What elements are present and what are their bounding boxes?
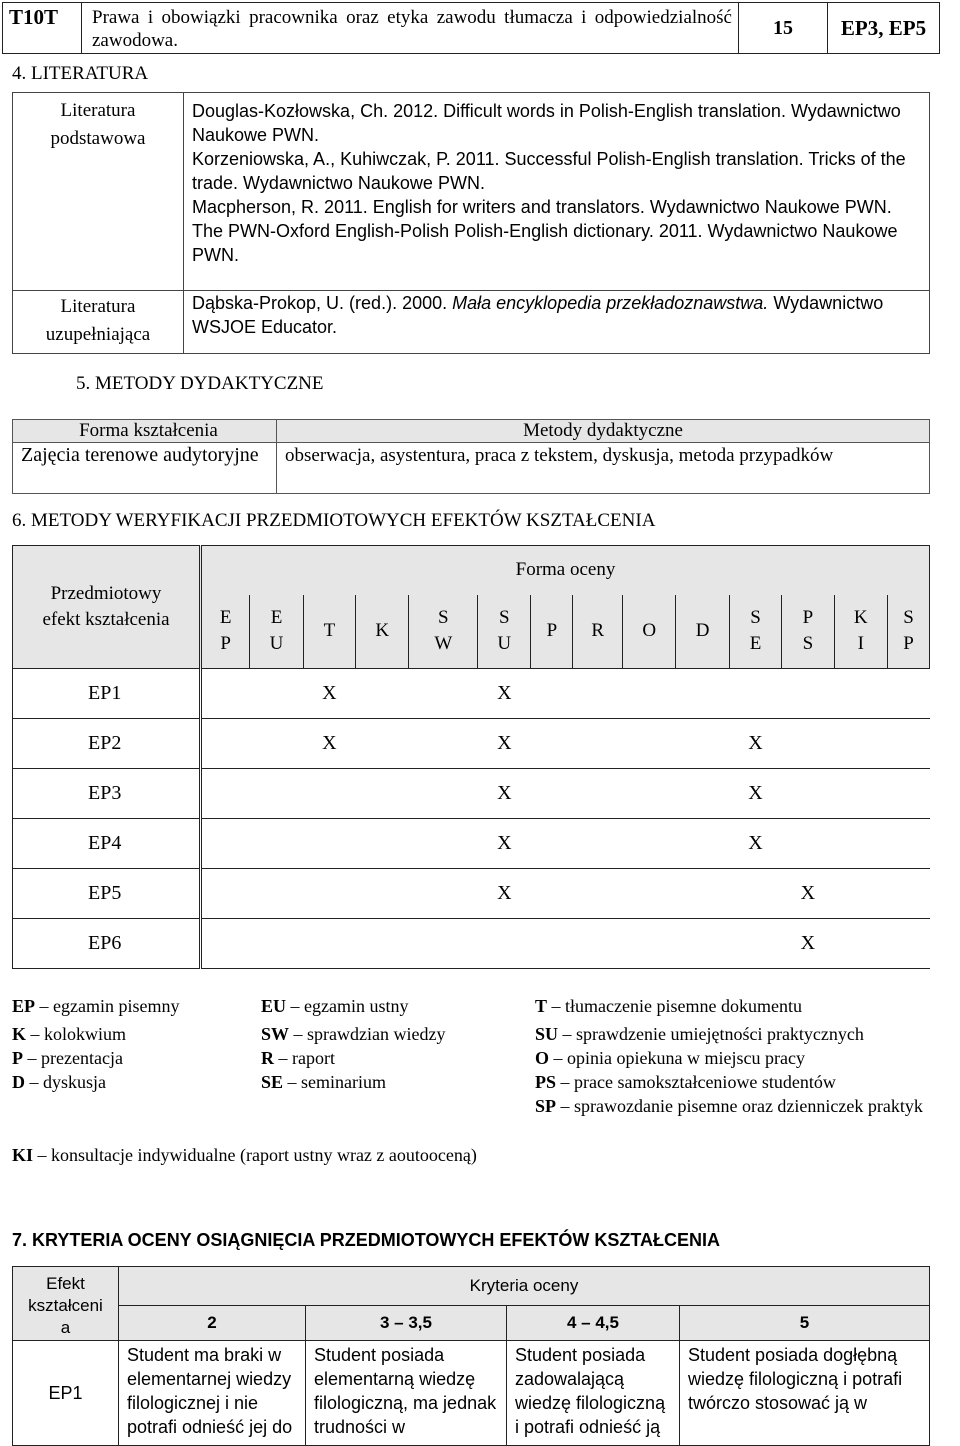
assessment-mark — [623, 669, 676, 719]
criteria-table — [12, 1266, 930, 1446]
assessment-mark — [531, 919, 573, 969]
assessment-mark — [409, 719, 478, 769]
grade-2: 2 — [119, 1306, 306, 1341]
supplementary-literature-label: Literatura uzupełniająca — [13, 291, 184, 354]
course-code: T10T — [3, 3, 82, 54]
assessment-mark — [201, 669, 250, 719]
assessment-mark — [676, 869, 729, 919]
assessment-mark — [887, 869, 929, 919]
assessment-mark: X — [729, 719, 781, 769]
assessment-mark — [676, 819, 729, 869]
assessment-mark — [409, 669, 478, 719]
assessment-code: D — [676, 595, 729, 669]
teaching-form: Zajęcia terenowe audytoryjne — [13, 443, 277, 494]
assessment-code: R — [573, 595, 623, 669]
assessment-mark — [676, 669, 729, 719]
effects-code: EP3, EP5 — [828, 3, 940, 54]
assessment-mark — [623, 769, 676, 819]
assessment-code: P — [531, 595, 573, 669]
assessment-mark — [782, 819, 834, 869]
assessment-mark — [887, 769, 929, 819]
assessment-mark — [623, 869, 676, 919]
assessment-mark — [478, 919, 531, 969]
assessment-mark — [356, 769, 409, 819]
assessment-code: S W — [409, 595, 478, 669]
assessment-mark — [356, 819, 409, 869]
legend-item: EP – egzamin pisemny — [12, 996, 180, 1016]
assessment-mark — [834, 769, 887, 819]
assessment-mark — [303, 869, 355, 919]
legend-item: SU – sprawdzenie umiejętności praktycznych — [535, 1024, 864, 1044]
assessment-mark — [573, 669, 623, 719]
assessment-mark — [676, 719, 729, 769]
assessment-mark — [834, 819, 887, 869]
legend-item: D – dyskusja — [12, 1072, 106, 1092]
assessment-form-header: Forma oceny — [201, 546, 930, 595]
assessment-code: E U — [250, 595, 303, 669]
assessment-mark — [250, 769, 303, 819]
literature-item: Korzeniowska, A., Kuhiwczak, P. 2011. Successful Polish-English translation. Tricks of the trade. Wydawnictwo Naukowe PWN. — [192, 149, 906, 193]
criteria-text-5: Student posiada dogłębną wiedzę filologiczną i potrafi twórczo stosować ją w — [680, 1341, 930, 1446]
assessment-mark — [250, 919, 303, 969]
assessment-mark — [834, 669, 887, 719]
assessment-mark — [201, 769, 250, 819]
assessment-mark: X — [303, 669, 355, 719]
assessment-mark — [887, 669, 929, 719]
effect-code: EP2 — [13, 719, 201, 769]
assessment-mark — [356, 919, 409, 969]
criteria-text-3: Student posiada elementarną wiedzę filologiczną, ma jednak trudności w — [306, 1341, 507, 1446]
assessment-mark — [573, 769, 623, 819]
assessment-mark — [573, 869, 623, 919]
verification-table — [12, 545, 930, 969]
grade-5: 5 — [680, 1306, 930, 1341]
assessment-mark — [250, 869, 303, 919]
assessment-mark — [782, 719, 834, 769]
assessment-mark — [531, 819, 573, 869]
header-table — [2, 2, 940, 54]
assessment-mark: X — [478, 719, 531, 769]
legend-item: P – prezentacja — [12, 1048, 123, 1068]
effect-header: Efekt kształceni a — [13, 1267, 119, 1341]
verification-heading: 6. METODY WERYFIKACJI PRZEDMIOTOWYCH EFEKTÓW KSZTAŁCENIA — [12, 510, 656, 531]
assessment-mark — [531, 869, 573, 919]
effect-code: EP5 — [13, 869, 201, 919]
assessment-mark — [250, 669, 303, 719]
assessment-mark — [887, 819, 929, 869]
effect-column-header: Przedmiotowy efekt kształcenia — [13, 546, 201, 669]
criteria-text-4: Student posiada zadowalającą wiedzę filologiczną i potrafi odnieść ją — [507, 1341, 680, 1446]
verification-row — [13, 919, 930, 969]
assessment-mark — [356, 869, 409, 919]
verification-row — [13, 819, 930, 869]
assessment-code: S P — [887, 595, 929, 669]
assessment-mark: X — [303, 719, 355, 769]
legend-column-2 — [261, 994, 521, 1094]
verification-row — [13, 719, 930, 769]
grade-4: 4 – 4,5 — [507, 1306, 680, 1341]
assessment-mark — [782, 669, 834, 719]
assessment-code: S U — [478, 595, 531, 669]
assessment-mark: X — [478, 769, 531, 819]
assessment-mark — [356, 669, 409, 719]
effect-code: EP6 — [13, 919, 201, 969]
assessment-mark — [729, 869, 781, 919]
assessment-mark — [887, 919, 929, 969]
basic-literature-list — [184, 93, 930, 291]
assessment-mark: X — [782, 869, 834, 919]
assessment-mark — [623, 919, 676, 969]
verification-row — [13, 769, 930, 819]
effect-code: EP4 — [13, 819, 201, 869]
assessment-code: O — [623, 595, 676, 669]
criteria-heading: 7. KRYTERIA OCENY OSIĄGNIĘCIA PRZEDMIOTOWYCH EFEKTÓW KSZTAŁCENIA — [12, 1230, 721, 1250]
assessment-mark: X — [478, 869, 531, 919]
legend-item: K – kolokwium — [12, 1024, 127, 1044]
criteria-header: Kryteria oceny — [119, 1267, 930, 1306]
book-title: Mała encyklopedia przekładoznawstwa. — [452, 293, 769, 313]
legend-item: SW – sprawdzian wiedzy — [261, 1024, 446, 1044]
assessment-mark: X — [782, 919, 834, 969]
assessment-mark — [531, 669, 573, 719]
legend-item: T – tłumaczenie pisemne dokumentu — [535, 996, 802, 1016]
methods-table — [12, 419, 930, 494]
assessment-mark: X — [478, 819, 531, 869]
assessment-mark — [303, 769, 355, 819]
assessment-mark — [303, 919, 355, 969]
assessment-mark — [834, 919, 887, 969]
literature-item: Douglas-Kozłowska, Ch. 2012. Difficult words in Polish-English translation. Wydawnictwo Naukowe PWN. — [192, 101, 901, 145]
literature-table — [12, 92, 930, 354]
legend-item: PS – prace samokształceniowe studentów — [535, 1072, 836, 1092]
assessment-code: P S — [782, 595, 834, 669]
assessment-mark — [250, 819, 303, 869]
assessment-mark — [834, 869, 887, 919]
legend-item: R – raport — [261, 1048, 335, 1068]
assessment-mark — [834, 719, 887, 769]
legend-item: O – opinia opiekuna w miejscu pracy — [535, 1048, 805, 1068]
assessment-code: S E — [729, 595, 781, 669]
legend-column-3 — [535, 994, 935, 1118]
assessment-mark — [623, 819, 676, 869]
assessment-mark — [409, 869, 478, 919]
form-column-header: Forma kształcenia — [13, 420, 277, 443]
assessment-mark — [409, 819, 478, 869]
legend-item: EU – egzamin ustny — [261, 996, 409, 1016]
assessment-mark — [676, 769, 729, 819]
assessment-mark — [201, 819, 250, 869]
effect-code: EP3 — [13, 769, 201, 819]
criteria-effect: EP1 — [13, 1341, 119, 1446]
assessment-mark — [409, 919, 478, 969]
assessment-code: K I — [834, 595, 887, 669]
assessment-mark — [782, 769, 834, 819]
legend-item: SP – sprawozdanie pisemne oraz dzienniczek praktyk — [535, 1096, 923, 1116]
assessment-mark — [250, 719, 303, 769]
effect-code: EP1 — [13, 669, 201, 719]
assessment-mark: X — [729, 769, 781, 819]
assessment-mark — [729, 669, 781, 719]
assessment-mark — [201, 869, 250, 919]
assessment-mark — [887, 719, 929, 769]
assessment-mark — [356, 719, 409, 769]
literature-item: Dąbska-Prokop, U. (red.). 2000. Mała encyklopedia przekładoznawstwa. Wydawnictwo WSJOE Educator. — [192, 293, 884, 337]
legend-ki: KI – konsultacje indywidualne (raport ustny wraz z aoutooceną) — [12, 1145, 477, 1165]
verification-row — [13, 669, 930, 719]
assessment-mark — [409, 769, 478, 819]
assessment-mark — [531, 719, 573, 769]
assessment-mark — [623, 719, 676, 769]
assessment-code: T — [303, 595, 355, 669]
assessment-mark: X — [729, 819, 781, 869]
basic-literature-label: Literatura podstawowa — [13, 93, 184, 291]
verification-row — [13, 869, 930, 919]
assessment-mark — [201, 919, 250, 969]
assessment-mark — [573, 719, 623, 769]
grade-3: 3 – 3,5 — [306, 1306, 507, 1341]
literature-heading: 4. LITERATURA — [12, 63, 149, 84]
literature-item: Macpherson, R. 2011. English for writers and translators. Wydawnictwo Naukowe PWN. — [192, 197, 892, 217]
legend-column-1 — [12, 994, 252, 1094]
assessment-mark: X — [478, 669, 531, 719]
legend-item: SE – seminarium — [261, 1072, 387, 1092]
methods-column-header: Metody dydaktyczne — [277, 420, 930, 443]
teaching-methods: obserwacja, asystentura, praca z tekstem, dyskusja, metoda przypadków — [277, 443, 930, 494]
assessment-mark — [573, 919, 623, 969]
methods-heading: 5. METODY DYDAKTYCZNE — [76, 373, 324, 394]
course-topic: Prawa i obowiązki pracownika oraz etyka zawodu tłumacza i odpowiedzialność zawodowa. — [82, 3, 739, 54]
assessment-mark — [573, 819, 623, 869]
assessment-mark — [303, 819, 355, 869]
ects-points: 15 — [739, 3, 828, 54]
assessment-mark — [201, 719, 250, 769]
assessment-code: E P — [201, 595, 250, 669]
assessment-code: K — [356, 595, 409, 669]
assessment-mark — [729, 919, 781, 969]
assessment-mark — [531, 769, 573, 819]
literature-item: The PWN-Oxford English-Polish Polish-English dictionary. 2011. Wydawnictwo Naukowe PWN. — [192, 221, 898, 265]
criteria-text-2: Student ma braki w elementarnej wiedzy filologicznej i nie potrafi odnieść jej do — [119, 1341, 306, 1446]
supplementary-literature-list — [184, 291, 930, 354]
assessment-mark — [676, 919, 729, 969]
